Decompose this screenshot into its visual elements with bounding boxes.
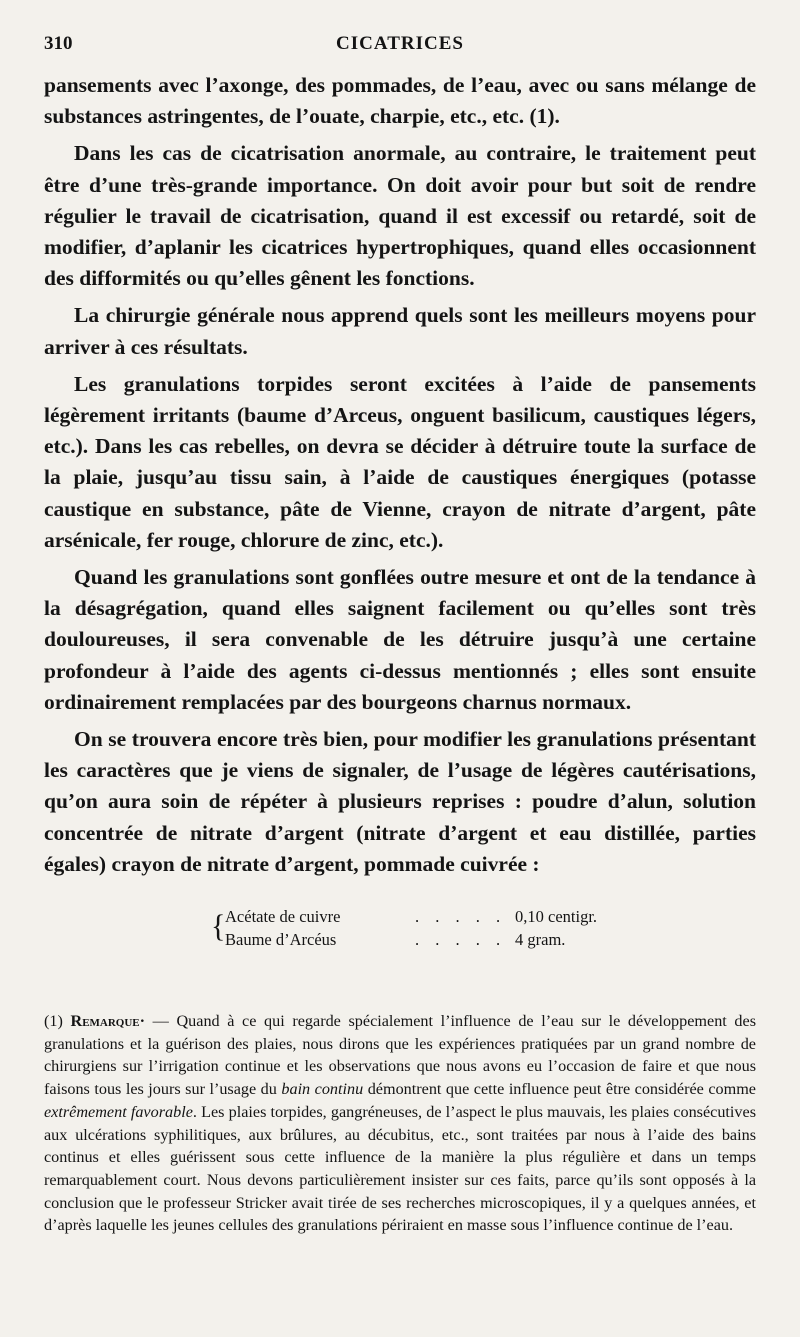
paragraph: On se trouvera encore très bien, pour modifier les granulations présentant les caractères que je viens de signaler, de l’usage de légères cautérisations, qu’on aura soin de répéter à plusieurs reprises : poudre d’alun, solution concentrée de nitrate d’argent (nitrate d’argent et eau distillée, parties égales) crayon de nitrate d’argent, pommade cuivrée :	[44, 727, 756, 876]
paragraph: pansements avec l’axonge, des pommades, de l’eau, avec ou sans mélange de substances astringentes, de l’ouate, charpie, etc., etc. (1).	[44, 73, 756, 129]
paragraph: Les granulations torpides seront excitées à l’aide de pansements légèrement irritants (baume d’Arceus, onguent basilicum, caustiques légers, etc.). Dans les cas rebelles, on devra se décider à détruire toute la surface de la plaie, jusqu’au tissu sain, à l’aide de caustiques énergiques (potasse caustique en substance, pâte de Vienne, crayon de nitrate d’argent, pâte arsénicale, fer rouge, chlorure de zinc, etc.).	[44, 371, 756, 552]
footnote	[44, 1010, 756, 1237]
leader-dots: . . . . .	[415, 930, 507, 949]
paragraph: Quand les granulations sont gonflées outre mesure et ont de la tendance à la désagrégation, quand elles saignent facilement ou qu’elles sont très douloureuses, il sera convenable de les détruire jusqu’à une certaine profondeur à l’aide des agents ci-dessus mentionnés ; elles sont ensuite ordinairement remplacées par des bourgeons charnus normaux.	[44, 565, 756, 714]
page-number: 310	[44, 33, 73, 54]
formula-row	[225, 928, 597, 951]
formula-row	[225, 905, 597, 928]
footnote-text: — Quand à ce qui regarde spécialement l’influence de l’eau sur le développement des granulations et la guérison des plaies, nous dirons que les expériences pratiquées par un grand nombre de chirurgiens sur l’irrigation continue et les observations que nous avons eu l’occasion de faire et que nous faisons tous les jours sur l’usage du	[44, 1012, 756, 1099]
footnote-text: . Les plaies torpides, gangréneuses, de l’aspect le plus mauvais, les plaies consécutives aux ulcérations syphilitiques, aux brûlures, au décubitus, etc., sont traitées par nous à l’aide des bains continus et elles guérissent sous cette influence de la manière la plus régulière et dans un temps remarquablement court. Nous devons particulièrement insister sur ces faits, parce qu’ils sont opposés à la conclusion que le professeur Stricker avait tirée de ses recherches microscopiques, il y a quelques années, et d’après laquelle les jeunes cellules des granulations périraient en masse sous l’influence continue de l’eau.	[44, 1102, 757, 1235]
ingredient-name: Baume d’Arcéus	[225, 930, 337, 949]
brace-mark: {	[211, 909, 226, 944]
leader-dots: . . . . .	[415, 907, 507, 926]
paragraph: La chirurgie générale nous apprend quels sont les meilleurs moyens pour arriver à ces résultats.	[44, 303, 756, 359]
ingredient-name: Acétate de cuivre	[225, 907, 341, 926]
footnote-lead: Remarque·	[70, 1012, 146, 1030]
footnote-marker: (1)	[44, 1012, 63, 1030]
footnote-text: démontrent que cette influence peut être considérée comme	[363, 1080, 756, 1099]
page-header	[44, 33, 756, 57]
prescription-formula	[211, 905, 598, 951]
running-title: CICATRICES	[336, 33, 464, 54]
paragraph: Dans les cas de cicatrisation anormale, au contraire, le traitement peut être d’une très-grande importance. On doit avoir pour but soit de rendre régulier le travail de cicatrisation, quand il est excessif ou retardé, soit de modifier, d’aplanir les cicatrices hypertrophiques, quand elles occasionnent des difformités ou qu’elles gênent les fonctions.	[44, 141, 756, 291]
ingredient-amount: 4 gram.	[515, 930, 566, 949]
ingredient-amount: 0,10 centigr.	[515, 907, 598, 926]
footnote-emphasis: bain continu	[281, 1080, 364, 1099]
footnotes	[44, 1010, 756, 1237]
footnote-emphasis: extrêmement favorable	[44, 1102, 193, 1121]
body-text	[44, 70, 756, 886]
